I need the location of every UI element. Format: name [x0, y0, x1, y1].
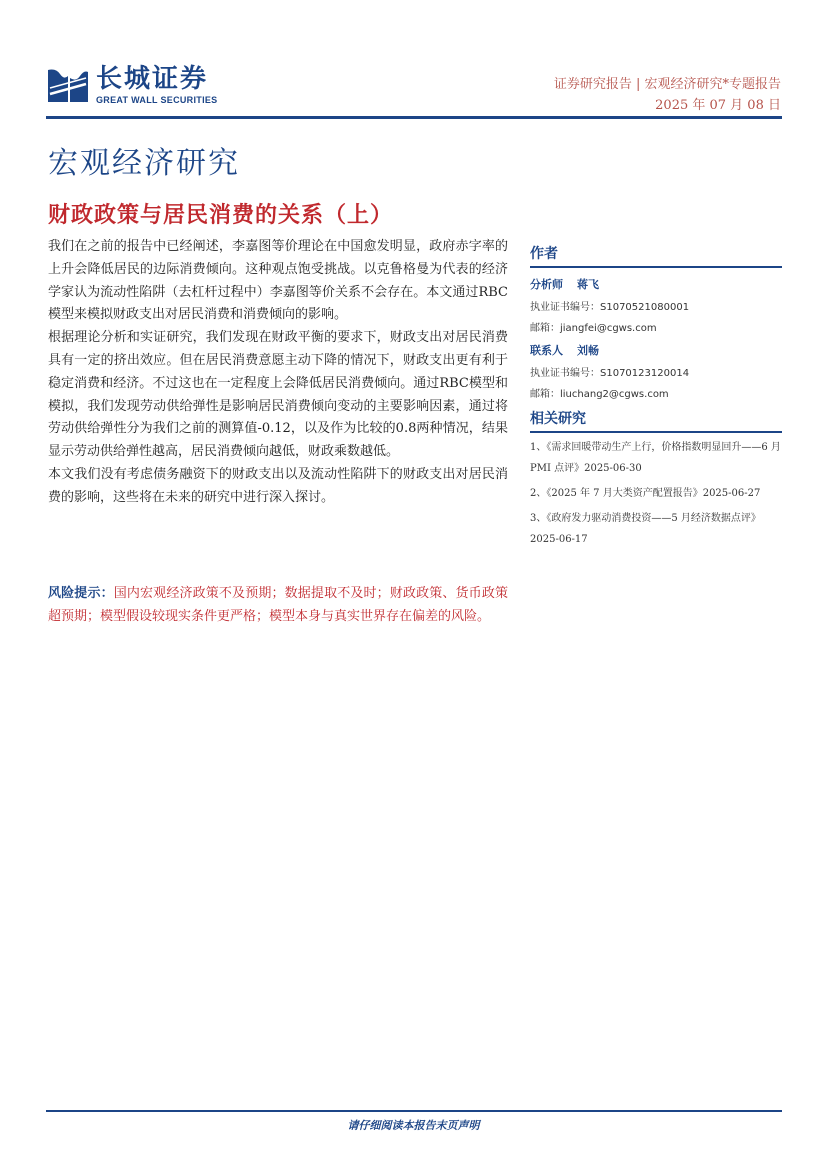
author-2 — [530, 342, 782, 358]
author-2-email-link[interactable]: liuchang2@cgws.com — [560, 389, 669, 400]
risk-text: 国内宏观经济政策不及预期；数据提取不及时；财政政策、货币政策超预期；模型假设较现实条件更严格；模型本身与真实世界存在偏差的风险。 — [48, 586, 508, 624]
author-2-role: 联系人 — [530, 344, 563, 357]
author-1-cert: 执业证书编号：S1070521080001 — [530, 302, 690, 313]
report-summary — [48, 236, 508, 510]
logo-english-name: GREAT WALL SECURITIES — [96, 95, 218, 105]
related-research-panel — [530, 408, 782, 550]
author-1-name: 蒋飞 — [577, 278, 599, 291]
company-logo — [46, 64, 246, 108]
related-heading: 相关研究 — [530, 408, 782, 433]
author-panel — [530, 243, 782, 400]
author-1 — [530, 276, 782, 292]
footer-divider — [46, 1110, 782, 1112]
related-item-1[interactable]: 1、《需求回暖带动生产上行，价格指数明显回升——6 月 PMI 点评》2025-06-30 — [530, 442, 781, 474]
author-2-cert: 执业证书编号：S1070123120014 — [530, 368, 690, 379]
summary-paragraph-2: 根据理论分析和实证研究，我们发现在财政平衡的要求下，财政支出对居民消费具有一定的挤出效应。但在居民消费意愿主动下降的情况下，财政支出更有利于稳定消费和经济。不过这也在一定程度上会降低居民消费倾向。通过RBC模型和模拟，我们发现劳动供给弹性是影响居民消费倾向变动的主要影响因素，通过将劳动供给弹性分为我们之前的测算值-0.12，以及作为比较的0.8两种情况，结果显示劳动供给弹性越高，居民消费倾向越低，财政乘数越低。 — [48, 330, 508, 460]
report-type: 证券研究报告 | 宏观经济研究*专题报告 — [553, 77, 781, 92]
author-heading: 作者 — [530, 243, 782, 268]
summary-paragraph-3: 本文我们没有考虑债务融资下的财政支出以及流动性陷阱下的财政支出对居民消费的影响，这些将在未来的研究中进行深入探讨。 — [48, 466, 508, 505]
logo-chinese-name: 长城证券 — [96, 64, 209, 94]
section-title: 宏观经济研究 — [48, 146, 240, 181]
author-2-email: 邮箱：liuchang2@cgws.com — [530, 389, 669, 400]
footer-disclaimer: 请仔细阅读本报告末页声明 — [347, 1119, 480, 1132]
author-1-email-link[interactable]: jiangfei@cgws.com — [560, 323, 657, 334]
great-wall-logo-icon — [46, 64, 90, 104]
author-1-email: 邮箱：jiangfei@cgws.com — [530, 323, 657, 334]
risk-warning — [48, 583, 508, 629]
related-item-3[interactable]: 3、《政府发力驱动消费投资——5 月经济数据点评》2025-06-17 — [530, 513, 761, 545]
related-item-2[interactable]: 2、《2025 年 7 月大类资产配置报告》2025-06-27 — [530, 488, 761, 499]
author-1-role: 分析师 — [530, 278, 563, 291]
header-meta — [554, 74, 781, 116]
risk-label: 风险提示： — [48, 586, 114, 601]
report-date: 2025 年 07 月 08 日 — [655, 98, 781, 113]
report-title: 财政政策与居民消费的关系（上） — [48, 203, 394, 228]
summary-paragraph-1: 我们在之前的报告中已经阐述，李嘉图等价理论在中国愈发明显，政府赤字率的上升会降低居民的边际消费倾向。这种观点饱受挑战。以克鲁格曼为代表的经济学家认为流动性陷阱（去杠杆过程中）李嘉图等价关系不会存在。本文通过RBC模型来模拟财政支出对居民消费和消费倾向的影响。 — [48, 239, 508, 323]
header-divider — [46, 116, 782, 119]
author-2-name: 刘畅 — [577, 344, 599, 357]
